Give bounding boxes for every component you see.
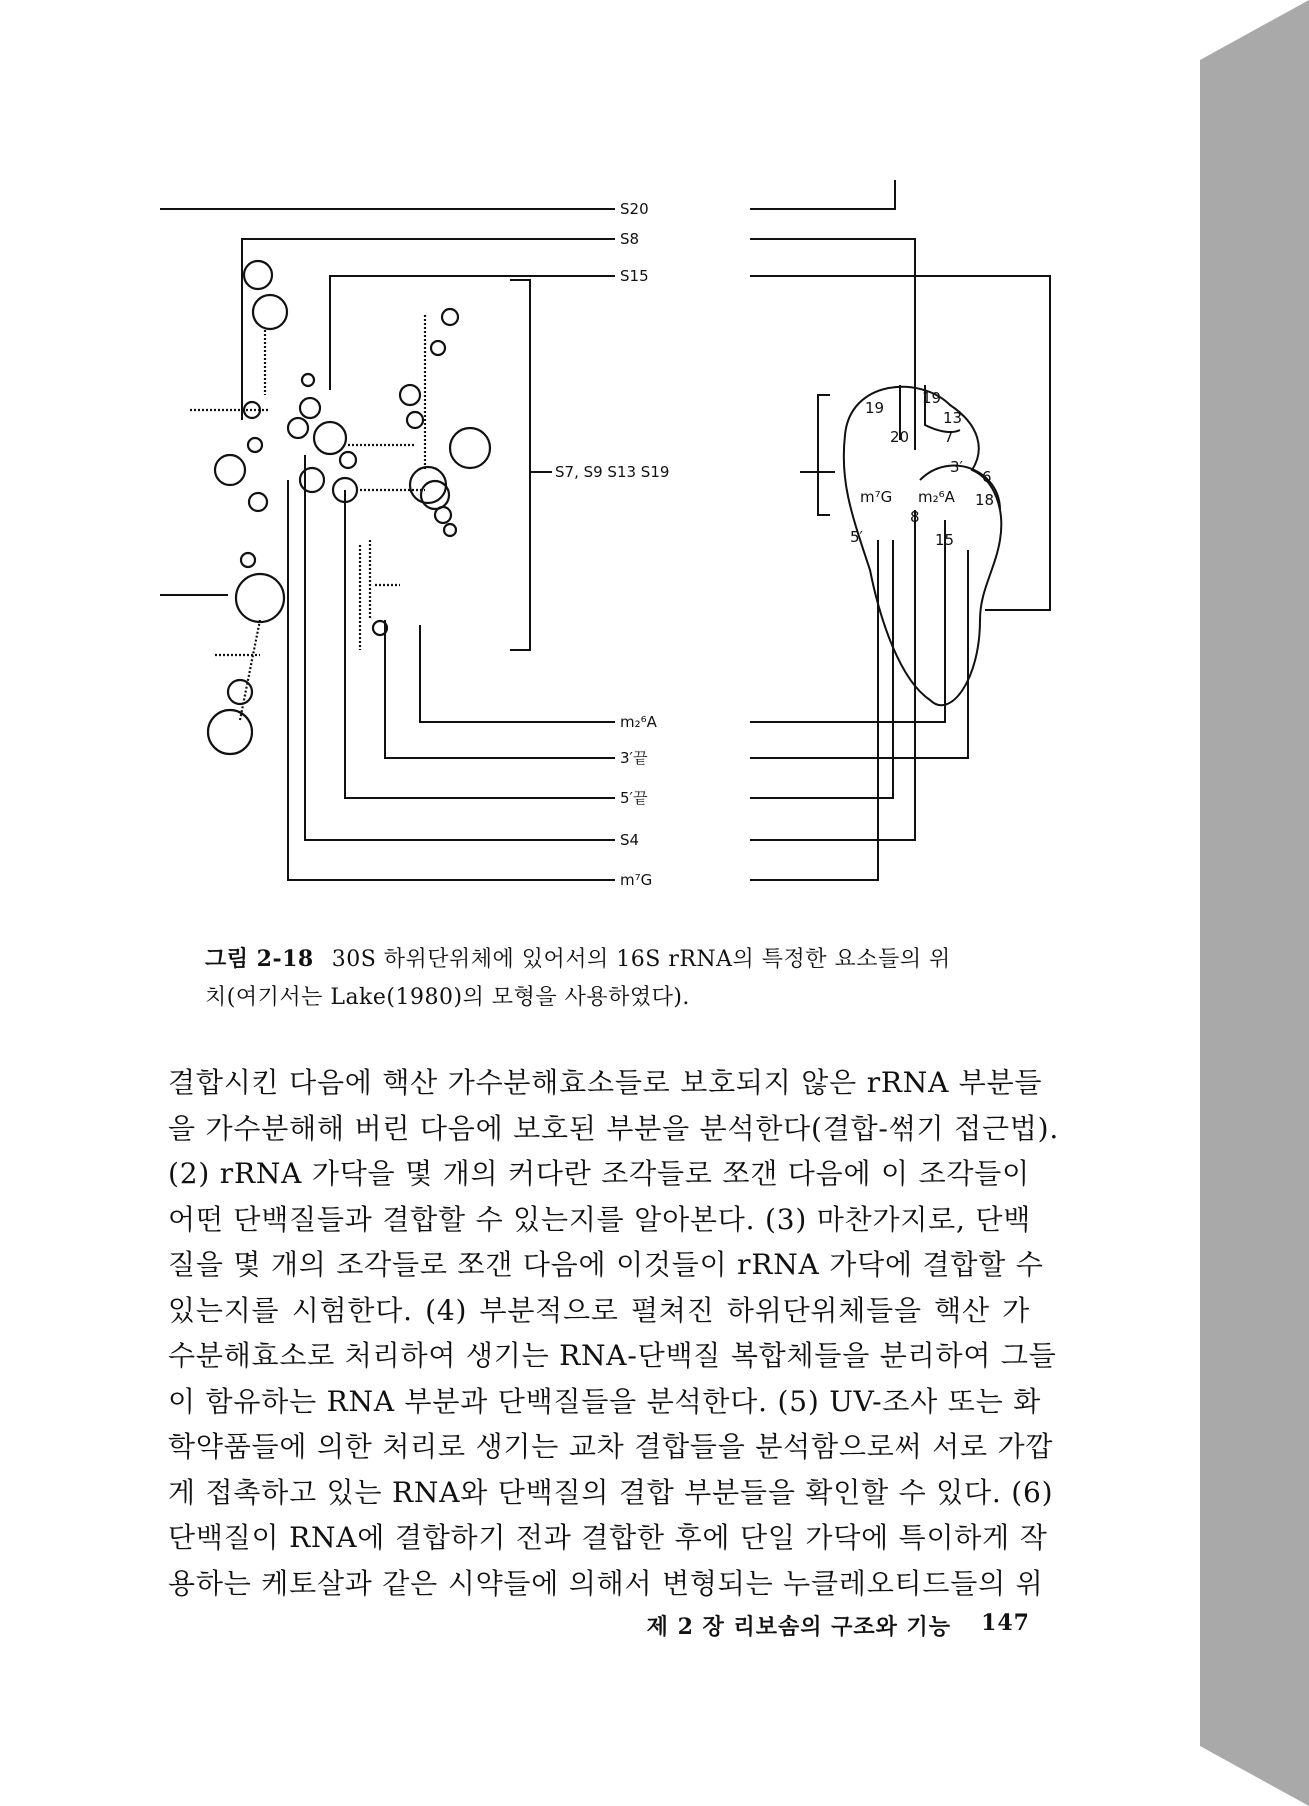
body-line: 게 접촉하고 있는 RNA와 단백질의 결합 부분들을 확인할 수 있다. (6)	[168, 1475, 1054, 1509]
label-m62a: m₂⁶A	[620, 713, 657, 731]
label-3end: 3′끝	[620, 749, 648, 767]
model-num-15: 15	[935, 531, 955, 549]
body-paragraph	[168, 1060, 1060, 1606]
model-num-m7g: m⁷G	[860, 488, 893, 506]
s4-leader-left	[305, 455, 615, 840]
page-edge-shadow	[1200, 0, 1309, 1806]
loop-8	[340, 452, 356, 468]
loop-20	[215, 455, 245, 485]
body-line: (2) rRNA 가닥을 몇 개의 커다란 조각들로 쪼갠 다음에 이 조각들이	[168, 1157, 1030, 1190]
m62a-leader-left	[420, 625, 615, 722]
label-s7-group: S7, S9 S13 S19	[555, 463, 670, 481]
label-s8: S8	[620, 230, 640, 248]
loop-6	[314, 422, 346, 454]
end3-leader-right	[750, 550, 968, 758]
loop-22	[249, 493, 267, 511]
model-num-6: 6	[982, 468, 992, 486]
page-footer	[620, 1610, 1030, 1641]
loop-3	[302, 374, 314, 386]
figure-caption	[205, 940, 1025, 1017]
loop-11	[407, 412, 423, 428]
s7-bracket-right	[818, 395, 830, 515]
loop-21	[248, 438, 262, 452]
loop-2	[253, 295, 287, 329]
label-s4: S4	[620, 831, 640, 849]
body-line: 결합시킨 다음에 핵산 가수분해효소들로 보호되지 않은 rRNA 부분들	[168, 1066, 1043, 1099]
s8-leader-left	[242, 239, 615, 420]
s15-leader-left	[330, 276, 615, 390]
model-num-5prime: 5′	[850, 528, 863, 546]
model-num-13: 13	[943, 409, 963, 427]
s7-bracket-left	[510, 280, 530, 650]
loop-15	[444, 524, 456, 536]
model-num-7: 7	[944, 428, 954, 446]
page-edge-top-corner	[1200, 0, 1309, 60]
rrna-diagram	[160, 180, 1060, 920]
s4-leader-right	[750, 510, 915, 840]
loop-18	[431, 341, 445, 355]
loop-4	[300, 398, 320, 418]
page-number: 147	[981, 1610, 1030, 1636]
loop-5	[288, 418, 308, 438]
s8-leader-right	[750, 239, 915, 450]
chapter-title: 제 2 장 리보솜의 구조와 기능	[646, 1614, 952, 1640]
loop-13	[410, 467, 446, 503]
loop-17	[442, 309, 458, 325]
subunit-model-outline	[844, 387, 1002, 705]
model-num-m62a: m₂⁶A	[918, 488, 955, 506]
caption-line-1: 30S 하위단위체에 있어서의 16S rRNA의 특정한 요소들의 위	[331, 947, 951, 972]
s20-leader-right	[750, 180, 895, 209]
body-line: 어떤 단백질들과 결합할 수 있는지를 알아본다. (3) 마찬가지로, 단백	[168, 1202, 1032, 1236]
rrna-figure	[160, 180, 1060, 920]
loop-10	[400, 385, 420, 405]
body-line: 학약품들에 의한 처리로 생기는 교차 결합들을 분석함으로써 서로 가깝	[168, 1430, 1054, 1463]
loop-26	[208, 710, 252, 754]
body-line: 수분해효소로 처리하여 생기는 RNA-단백질 복합체들을 분리하여 그들	[168, 1339, 1057, 1372]
model-num-18: 18	[975, 491, 995, 509]
page-edge-bottom-corner	[1200, 1746, 1309, 1806]
label-5end: 5′끝	[620, 789, 648, 807]
body-line: 단백질이 RNA에 결합하기 전과 결합한 후에 단일 가닥에 특이하게 작	[168, 1521, 1048, 1554]
label-s20: S20	[620, 200, 649, 218]
body-line: 용하는 케토살과 같은 시약들에 의해서 변형되는 누클레오티드들의 위	[168, 1566, 1044, 1600]
label-m7g: m⁷G	[620, 871, 653, 889]
model-num-8: 8	[910, 508, 920, 526]
body-line: 있는지를 시험한다. (4) 부분적으로 펼쳐진 하위단위체들을 핵산 가	[168, 1293, 1030, 1327]
body-line: 을 가수분해해 버린 다음에 보호된 부분을 분석한다(결합-썪기 접근법).	[168, 1111, 1060, 1145]
model-num-3prime: 3′	[950, 458, 963, 476]
caption-line-2: 치(여기서는 Lake(1980)의 모형을 사용하였다).	[205, 985, 690, 1010]
loop-12	[450, 428, 490, 468]
model-num-19b: 19	[922, 389, 942, 407]
model-num-20: 20	[890, 428, 910, 446]
loop-7	[300, 468, 324, 492]
body-line: 질을 몇 개의 조각들로 쪼갠 다음에 이것들이 rRNA 가닥에 결합할 수	[168, 1248, 1044, 1281]
loop-1	[244, 261, 272, 289]
body-line: 이 함유하는 RNA 부분과 단백질들을 분석한다. (5) UV-조사 또는 화	[168, 1384, 1042, 1418]
m7g-leader-right	[750, 540, 878, 880]
s20-left-bracket	[160, 209, 228, 595]
m7g-leader-left	[288, 480, 615, 880]
loop-24	[236, 574, 284, 622]
label-s15: S15	[620, 267, 649, 285]
loop-16	[421, 481, 449, 509]
model-num-19a: 19	[865, 399, 885, 417]
figure-label: 그림 2-18	[205, 946, 314, 972]
stem-6	[240, 620, 260, 720]
loop-23	[241, 553, 255, 567]
